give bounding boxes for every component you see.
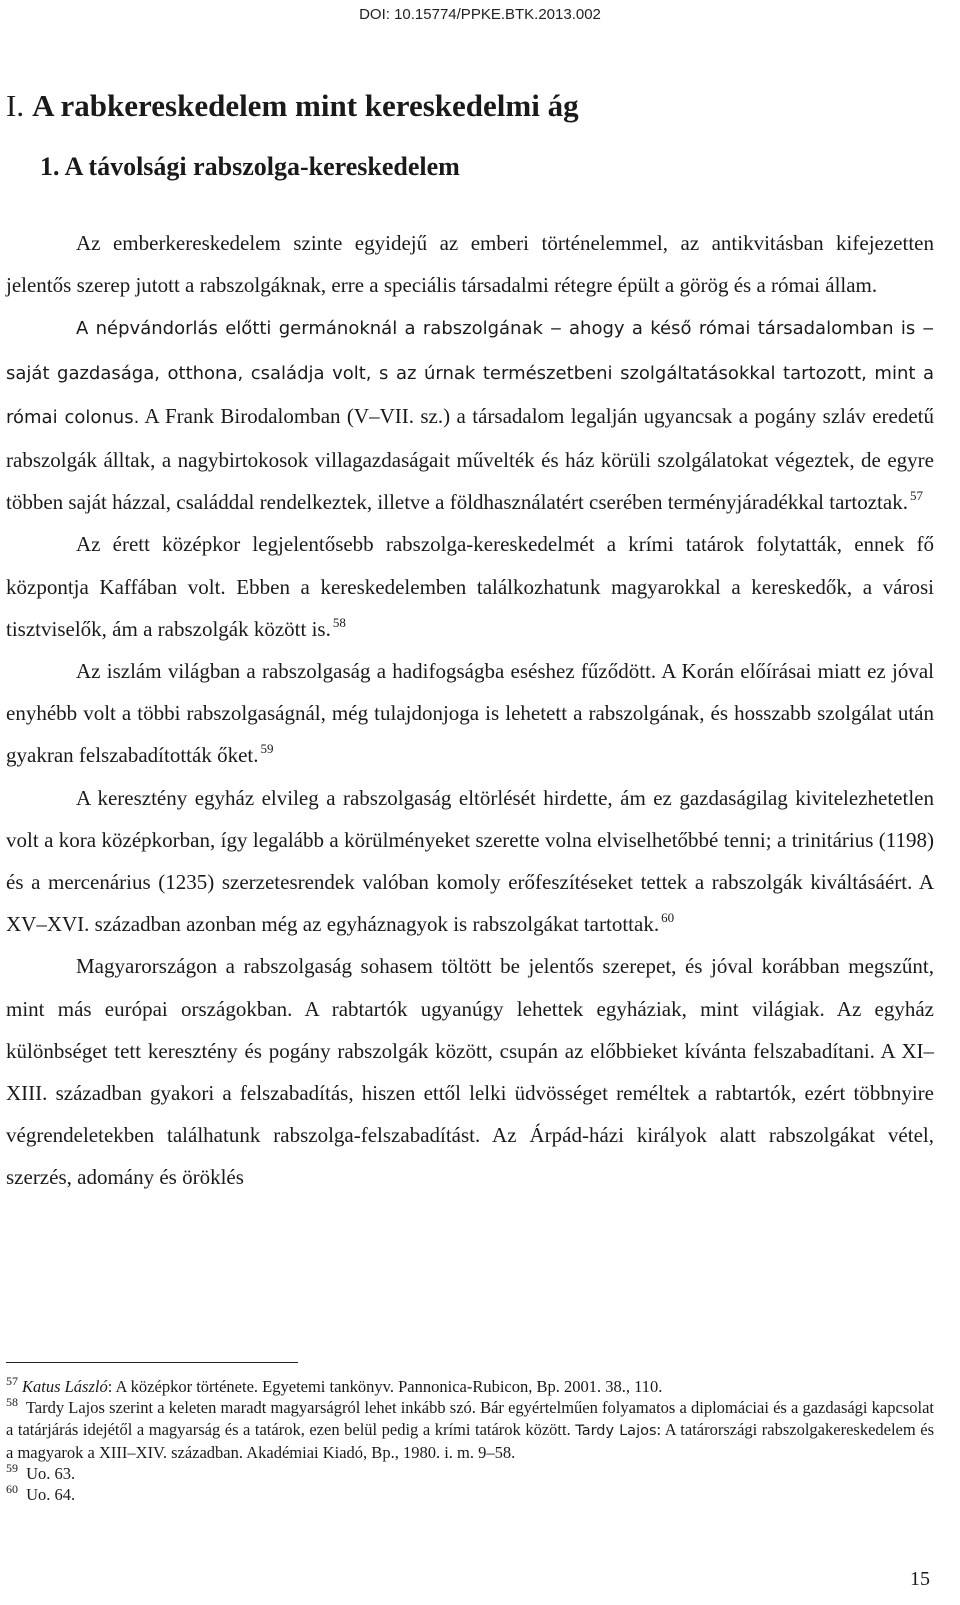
section-heading: 1. A távolsági rabszolga-kereskedelem	[40, 152, 460, 181]
paragraph-4-text: Az iszlám világban a rabszolgaság a hadifogságba eséshez fűződött. A Korán előírásai miatt ez jóval enyhébb volt a többi rabszolgaságnál, még tulajdonjoga is lehetett a rabszolgának, és hosszabb szolgálat után gyakran felszabadították őket.	[6, 659, 934, 768]
footnote-60	[6, 1484, 934, 1505]
paragraph-4	[6, 650, 934, 777]
paragraph-6	[6, 945, 934, 1198]
footnote-60-number: 60	[6, 1482, 18, 1497]
footnote-separator	[6, 1362, 298, 1363]
paragraph-1	[6, 222, 934, 306]
footnote-57-author: Katus László	[22, 1377, 108, 1396]
footnote-58	[6, 1397, 934, 1463]
paragraph-1-text: Az emberkereskedelem szinte egyidejű az emberi történelemmel, az antikvitásban kifejezetten jelentős szerep jutott a rabszolgáknak, erre a speciális társadalmi rétegre épült a görög és a római állam.	[6, 231, 934, 298]
footnote-59-number: 59	[6, 1461, 18, 1476]
footnote-57	[6, 1376, 934, 1397]
paragraph-6-text: Magyarországon a rabszolgaság sohasem töltött be jelentős szerepet, és jóval korábban megszűnt, mint más európai országokban. A rabtartók ugyanúgy lehettek egyháziak, mint világiak. Az egyház különbséget tett keresztény és pogány rabszolgák között, csupán az előbbieket kívánta felszabadítani. A XI‒XIII. században gyakori a felszabadítás, hiszen ettől lelki üdvösséget reméltek a rabtartók, ezért többnyire végrendeletekben találhatunk rabszolga-felszabadítást. Az Árpád-házi királyok alatt rabszolgákat vétel, szerzés, adomány és öröklés	[6, 954, 934, 1190]
chapter-title: A rabkereskedelem mint kereskedelmi ág	[32, 88, 579, 123]
footnote-57-text: : A középkor története. Egyetemi tankönyv. Pannonica-Rubicon, Bp. 2001. 38., 110.	[107, 1377, 663, 1396]
footnote-ref-57[interactable]: 57	[909, 488, 923, 504]
chapter-heading	[6, 88, 579, 124]
footnote-58-author: Tardy Lajos	[575, 1422, 657, 1439]
paragraph-2-sans-text: A népvándorlás előtti germánoknál a rabszolgának ‒ ahogy a késő római társadalomban is ‒ saját gazdasága, otthona, családja volt, s az úrnak természetbeni szolgáltatásokkal tartozott, mint a római colonus.	[6, 318, 934, 428]
footnotes	[6, 1376, 934, 1506]
footnote-60-text: Uo. 64.	[22, 1485, 76, 1505]
footnote-57-number: 57	[6, 1374, 18, 1388]
page-number: 15	[910, 1568, 930, 1590]
paragraph-3-text: Az érett középkor legjelentősebb rabszolga-kereskedelmét a krími tatárok folytatták, ennek fő központja Kaffában volt. Ebben a kereskedelemben találkozhatunk magyarokkal a kereskedők, a városi tisztviselők, ám a rabszolgák között is.	[6, 532, 934, 641]
paragraph-5	[6, 777, 934, 946]
paragraph-2-serif-text: A Frank Birodalomban (V‒VII. sz.) a társadalom legalján ugyancsak a pogány szláv eredetű rabszolgák álltak, a nagybirtokosok villagazdaságait művelték és ház körüli szolgálatokat végeztek, de egyre többen saját házzal, családdal rendelkeztek, illetve a földhasználatért cserében terményjáradékkal tartoztak.	[6, 403, 934, 515]
footnote-ref-58[interactable]: 58	[332, 614, 346, 630]
footnote-58-text-2: : A tatárországi rabszolgakereskedelem és a magyarok a XIII‒XIV. században. Akadémiai Kiadó, Bp., 1980. i. m. 9‒58.	[6, 1419, 934, 1462]
footnote-59	[6, 1463, 934, 1484]
chapter-number: I.	[6, 88, 25, 123]
paragraph-5-text: A keresztény egyház elvileg a rabszolgaság eltörlését hirdette, ám ez gazdaságilag kivitelezhetetlen volt a kora középkorban, így legalább a körülményeket szerette volna elviselhetőbbé tenni; a trinitárius (1198) és a mercenárius (1235) szerzetesrendek valóban komoly erőfeszítéseket tettek a rabszolgák kiváltásáért. A XV‒XVI. században azonban még az egyháznagyok is rabszolgákat tartottak.	[6, 785, 934, 937]
paragraph-3	[6, 523, 934, 650]
footnote-ref-60[interactable]: 60	[661, 910, 675, 926]
footnote-ref-59[interactable]: 59	[260, 741, 274, 757]
footnote-58-number: 58	[6, 1395, 18, 1410]
paragraph-2	[6, 306, 934, 523]
body-text	[6, 222, 934, 1199]
doi-header: DOI: 10.15774/PPKE.BTK.2013.002	[359, 6, 601, 23]
footnote-58-text: Tardy Lajos szerint a keleten maradt magyarságról lehet inkább szó. Bár egyértelműen folyamatos a diplomáciai és a gazdasági kapcsolat a tatárjárás idejétől a magyarság és a tatárok, ezen belül pedig a krími tatárok között.	[6, 1398, 934, 1439]
footnote-59-text: Uo. 63.	[22, 1464, 76, 1484]
